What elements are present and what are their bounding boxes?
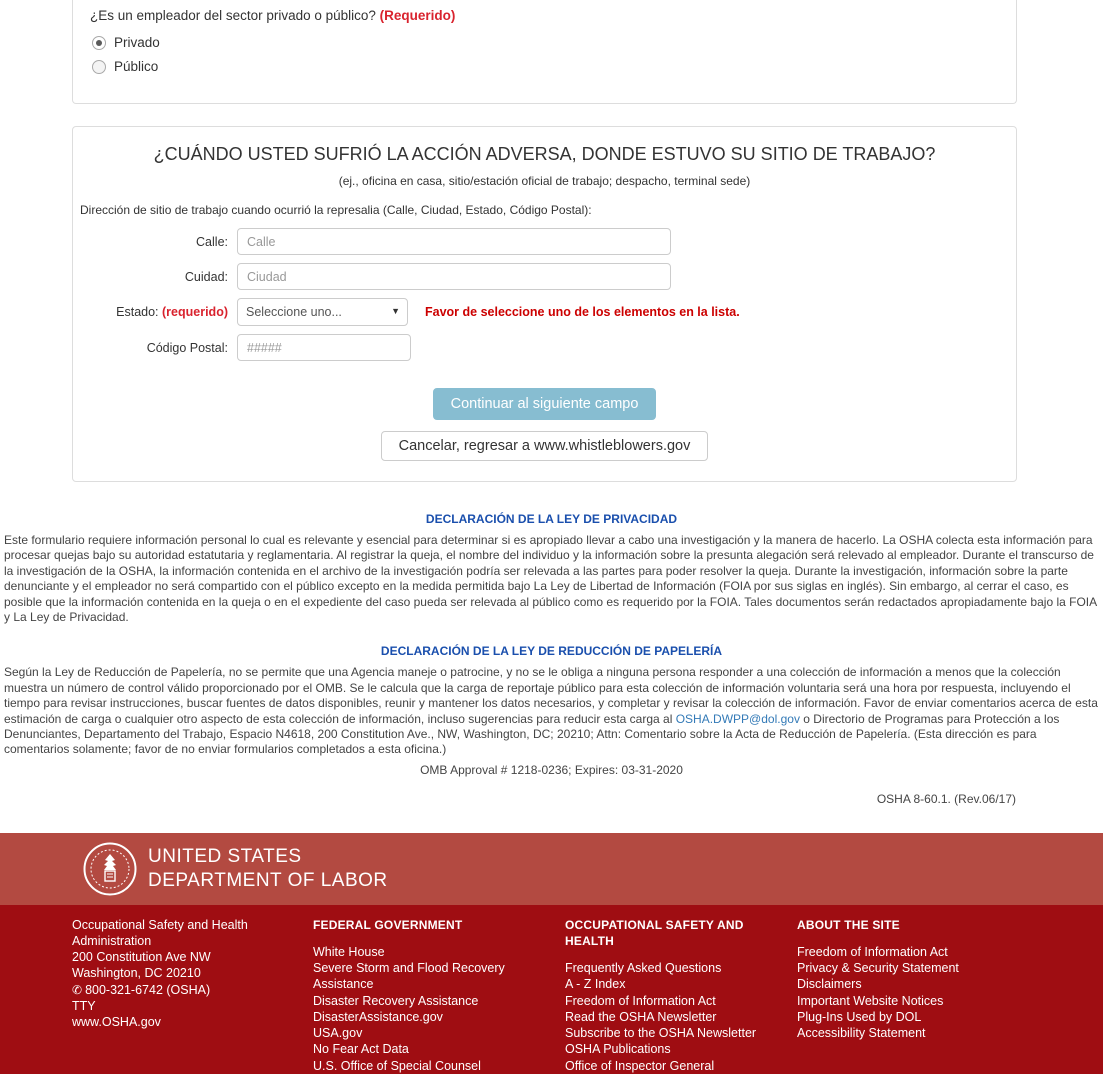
street-label: Calle: [196, 234, 228, 249]
footer-link-special-counsel[interactable]: U.S. Office of Special Counsel [313, 1058, 481, 1073]
privacy-act-heading: DECLARACIÓN DE LA LEY DE PRIVACIDAD [425, 512, 678, 526]
footer-about-heading: ABOUT THE SITE [797, 917, 900, 932]
radio-publico-label: Público [114, 59, 159, 74]
footer-about-column [797, 917, 1037, 1074]
footer-phone-line [72, 982, 293, 998]
state-select[interactable] [237, 298, 408, 326]
footer-address2: Washington, DC 20210 [72, 966, 201, 981]
footer-federal-column [313, 917, 565, 1074]
city-label: Cuidad: [184, 269, 228, 284]
footer-link-accessibility[interactable]: Accessibility Statement [797, 1026, 926, 1041]
radio-privado-circle[interactable] [92, 36, 106, 50]
footer-contact-column [72, 917, 313, 1074]
state-required-tag: (requerido) [162, 305, 228, 319]
paperwork-act-text [4, 665, 1099, 757]
city-input[interactable] [237, 263, 671, 290]
footer-osh-column [565, 917, 797, 1074]
state-row [80, 298, 1009, 326]
footer-tty-link[interactable]: TTY [72, 998, 96, 1013]
footer-link-faq[interactable]: Frequently Asked Questions [565, 961, 722, 976]
footer-org-name: Occupational Safety and Health Administration [72, 917, 248, 949]
footer-link-website-notices[interactable]: Important Website Notices [797, 993, 944, 1008]
phone-icon: ✆ [72, 982, 83, 997]
chevron-down-icon: ▼ [391, 306, 400, 316]
question-text: ¿Es un empleador del sector privado o público? [90, 8, 380, 23]
zip-label: Código Postal: [146, 340, 228, 355]
dwpp-email-link[interactable]: OSHA.DWPP@dol.gov [675, 711, 800, 726]
footer-link-inspector-general[interactable]: Office of Inspector General [565, 1058, 715, 1073]
street-input[interactable] [237, 228, 671, 255]
state-select-wrap [237, 298, 408, 326]
worksite-subtitle: (ej., oficina en casa, sitio/estación oficial de trabajo; despacho, terminal sede) [338, 174, 751, 188]
worksite-panel [72, 126, 1017, 482]
cancel-button[interactable]: Cancelar, regresar a www.whistleblowers.gov [381, 431, 709, 461]
footer-address1: 200 Constitution Ave NW [72, 950, 211, 965]
omb-approval-line: OMB Approval # 1218-0236; Expires: 03-31-2020 [420, 762, 683, 777]
footer-link-foia-osh[interactable]: Freedom of Information Act [565, 993, 716, 1008]
footer-phone-number: 800-321-6742 (OSHA) [85, 982, 211, 997]
dol-seal-icon [83, 842, 137, 896]
footer-link-plugins[interactable]: Plug-Ins Used by DOL [797, 1009, 922, 1024]
footer-link-disclaimers[interactable]: Disclaimers [797, 977, 862, 992]
footer-link-no-fear-act[interactable]: No Fear Act Data [313, 1042, 409, 1057]
footer-link-read-newsletter[interactable]: Read the OSHA Newsletter [565, 1009, 717, 1024]
radio-privado[interactable] [92, 35, 999, 50]
footer-link-usagov[interactable]: USA.gov [313, 1026, 363, 1041]
form-number: OSHA 8-60.1. (Rev.06/17) [876, 791, 1016, 806]
required-tag: (Requerido) [379, 8, 456, 23]
worksite-title: ¿CUÁNDO USTED SUFRIÓ LA ACCIÓN ADVERSA, DONDE ESTUVO SU SITIO DE TRABAJO? [153, 144, 936, 164]
footer-link-publications[interactable]: OSHA Publications [565, 1042, 671, 1057]
continue-button[interactable]: Continuar al siguiente campo [433, 388, 657, 420]
employer-sector-question [90, 8, 999, 23]
footer-osh-heading: OCCUPATIONAL SAFETY AND HEALTH [565, 917, 744, 949]
city-row [80, 263, 1009, 290]
zip-input[interactable] [237, 334, 411, 361]
footer-federal-heading: FEDERAL GOVERNMENT [313, 917, 463, 932]
dol-banner [0, 833, 1103, 905]
footer-link-privacy-security[interactable]: Privacy & Security Statement [797, 961, 959, 976]
privacy-act-text: Este formulario requiere información personal lo cual es relevante y esencial para determinar si es apropiado llevar a cabo una investigación y la manera de hacerlo. La OSHA colecta esta información para procesar quejas bajo su autoridad estatutaria y reglamentaria. Al registrar la queja, el nombre del individuo y la información sobre la presunta alegación será relevado al empleador. Durante el transcurso de la investigación de la OSHA, la información contenida en el archivo de la investigación podría ser relevada a las partes para poder resolver la queja. Durante la investigación, información sobre la parte denunciante y el empleador no será compartido con el público excepto en la medida permitida bajo La Ley de Libertad de Información (FOIA por sus siglas en inglés). Sin embargo, al cerrar el caso, es posible que la información contenida en la queja o en el expediente del caso pueda ser relevada al público como es requerido por la FOIA. Tales documentos serán redactados apropiadamente bajo la FOIA y La Ley de Privacidad. [4, 533, 1097, 625]
worksite-instruction: Dirección de sitio de trabajo cuando ocurrió la represalia (Calle, Ciudad, Estado, Código Postal): [80, 203, 592, 217]
radio-publico-circle[interactable] [92, 60, 106, 74]
button-area [80, 388, 1009, 461]
footer [0, 905, 1103, 1074]
dol-banner-line2: DEPARTMENT OF LABOR [148, 869, 388, 891]
state-label: Estado: (requerido) [116, 305, 228, 319]
employer-sector-panel [72, 0, 1017, 104]
dol-banner-text [148, 845, 388, 893]
street-row [80, 228, 1009, 255]
radio-privado-label: Privado [114, 35, 160, 50]
footer-link-foia-about[interactable]: Freedom of Information Act [797, 945, 948, 960]
zip-row [80, 334, 1009, 361]
footer-link-az-index[interactable]: A - Z Index [565, 977, 626, 992]
footer-link-white-house[interactable]: White House [313, 945, 385, 960]
paperwork-text-before: Según la Ley de Reducción de Papelería, no se permite que una Agencia maneje o patrocine, y no se le obliga a ninguna persona responder a una colección de información a menos que la colección muestra un número de control válido proporcionado por el OMB. Se le calcula que la carga de reportaje público para esta colección de información voluntaria será una hora por respuesta, incluyendo el tiempo para revisar instrucciones, buscar fuentes de datos disponibles, reunir y mantener los datos necesarios, y completar y revisar la colección de información. Favor de enviar comentarios acerca de esta estimación de carga o cualquier otro aspecto de esta colección de información, incluso sugerencias para reducir esta carga al [4, 665, 1098, 726]
dol-banner-line1: UNITED STATES [148, 845, 302, 867]
footer-link-disaster-recovery[interactable]: Disaster Recovery Assistance [313, 993, 479, 1008]
state-error-message: Favor de seleccione uno de los elementos en la lista. [425, 305, 740, 319]
radio-publico[interactable] [92, 59, 999, 74]
paperwork-text-after: o Directorio de Programas para Protección a los Denunciantes, Departamento del Trabajo, Espacio N4618, 200 Constitution Ave., NW, Washington, DC; 20210; Attn: Comentario sobre la Acta de Reducción de Papelería. (Esta dirección es para comentarios solamente; favor de no enviar formularios completados a esta oficina.) [4, 711, 1060, 757]
footer-link-subscribe-newsletter[interactable]: Subscribe to the OSHA Newsletter [565, 1026, 757, 1041]
footer-link-disasterassistance[interactable]: DisasterAssistance.gov [313, 1009, 443, 1024]
footer-website-link[interactable]: www.OSHA.gov [72, 1015, 161, 1030]
paperwork-act-heading: DECLARACIÓN DE LA LEY DE REDUCCIÓN DE PAPELERÍA [380, 644, 723, 659]
footer-link-severe-storm[interactable]: Severe Storm and Flood Recovery Assistance [313, 961, 505, 992]
